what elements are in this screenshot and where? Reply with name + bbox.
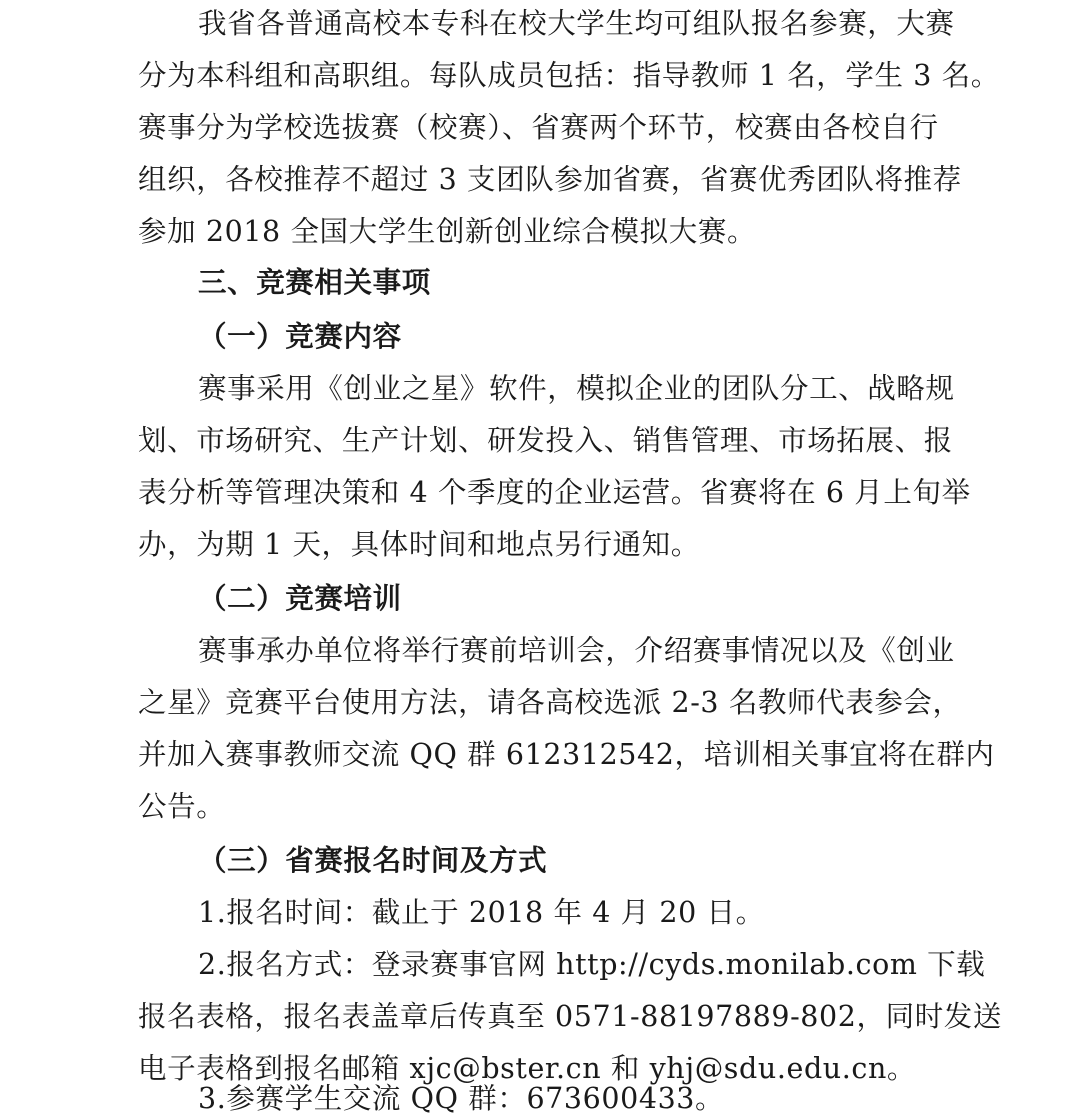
intro-line-2: 分为本科组和高职组。每队成员包括：指导教师 1 名，学生 3 名。 bbox=[138, 59, 1000, 92]
subsection-2-title: （二）竞赛培训 bbox=[198, 581, 402, 615]
sub1-line-2: 划、市场研究、生产计划、研发投入、销售管理、市场拓展、报 bbox=[138, 424, 953, 457]
item-2-line-2: 报名表格，报名表盖章后传真至 0571-88197889-802，同时发送 bbox=[138, 1000, 1003, 1033]
intro-line-5: 参加 2018 全国大学生创新创业综合模拟大赛。 bbox=[138, 215, 757, 248]
sub1-line-3: 表分析等管理决策和 4 个季度的企业运营。省赛将在 6 月上旬举 bbox=[138, 476, 971, 509]
item-2-line-3: 电子表格到报名邮箱 xjc@bster.cn 和 yhj@sdu.edu.cn。 bbox=[138, 1052, 917, 1085]
sub2-line-1: 赛事承办单位将举行赛前培训会，介绍赛事情况以及《创业 bbox=[198, 634, 955, 667]
sub2-line-2: 之星》竞赛平台使用方法，请各高校选派 2-3 名教师代表参会， bbox=[138, 686, 962, 719]
subsection-1-title: （一）竞赛内容 bbox=[198, 319, 402, 353]
sub1-line-1: 赛事采用《创业之星》软件，模拟企业的团队分工、战略规 bbox=[198, 372, 955, 405]
item-3-qq-group: 3.参赛学生交流 QQ 群：673600433。 bbox=[198, 1082, 725, 1115]
sub2-line-3: 并加入赛事教师交流 QQ 群 612312542，培训相关事宜将在群内 bbox=[138, 738, 995, 771]
sub1-line-4: 办，为期 1 天，具体时间和地点另行通知。 bbox=[138, 528, 700, 561]
intro-line-4: 组织，各校推荐不超过 3 支团队参加省赛，省赛优秀团队将推荐 bbox=[138, 163, 962, 196]
section-heading: 三、竞赛相关事项 bbox=[198, 266, 431, 299]
intro-line-1: 我省各普通高校本专科在校大学生均可组队报名参赛，大赛 bbox=[198, 7, 955, 40]
intro-line-3: 赛事分为学校选拔赛（校赛）、省赛两个环节，校赛由各校自行 bbox=[138, 111, 939, 144]
subsection-3-title: （三）省赛报名时间及方式 bbox=[198, 843, 548, 877]
sub2-line-4: 公告。 bbox=[138, 790, 226, 823]
item-1-registration-time: 1.报名时间：截止于 2018 年 4 月 20 日。 bbox=[198, 896, 765, 929]
item-2-line-1: 2.报名方式：登录赛事官网 http://cyds.monilab.com 下载 bbox=[198, 948, 986, 981]
